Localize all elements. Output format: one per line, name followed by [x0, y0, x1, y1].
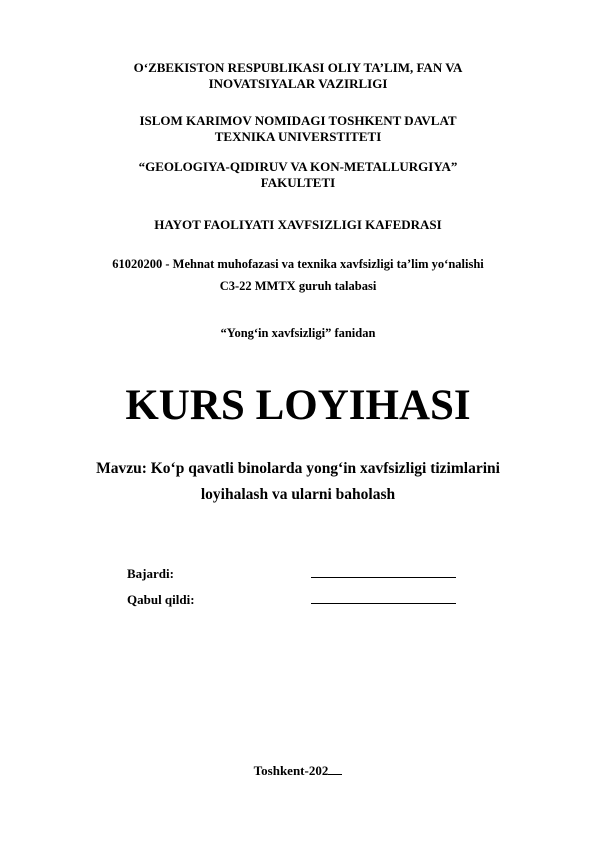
group-name: C3-22 MMTX guruh talabasi	[219, 279, 377, 293]
university-line-1: ISLOM KARIMOV NOMIDAGI TOSHKENT DAVLAT	[139, 113, 457, 128]
document-title-text: KURS LOYIHASI	[125, 382, 471, 429]
faculty-line-2: FAKULTETI	[260, 175, 336, 190]
group-line	[0, 278, 596, 294]
faculty-line-1: “GEOLOGIYA-QIDIRUV VA KON-METALLURGIYA”	[138, 159, 458, 174]
faculty-heading	[0, 159, 596, 191]
accepted-by-signature-line	[311, 603, 456, 604]
ministry-line-2: INOVATSIYALAR VAZIRLIGI	[208, 76, 388, 91]
topic-line-1: Mavzu: Ko‘p qavatli binolarda yong‘in xavfsizligi tizimlarini	[96, 460, 500, 477]
year-blank-line	[328, 762, 342, 775]
topic-block	[0, 456, 596, 508]
program-name: 61020200 - Mehnat muhofazasi va texnika xavfsizligi ta’lim yo‘nalishi	[112, 257, 484, 271]
footer-city-year-text: Toshkent-202	[253, 763, 329, 778]
program-line	[0, 256, 596, 272]
performed-by-label: Bajardi:	[127, 566, 174, 581]
accepted-by-label: Qabul qildi:	[127, 592, 195, 607]
subject-name: “Yong‘in xavfsizligi” fanidan	[220, 326, 376, 340]
footer-city-year	[0, 762, 596, 779]
ministry-line-1: O‘ZBEKISTON RESPUBLIKASI OLIY TA’LIM, FAN VA	[133, 60, 463, 75]
university-line-2: TEXNIKA UNIVERSTITETI	[214, 129, 382, 144]
document-title	[0, 382, 596, 430]
ministry-heading	[0, 60, 596, 92]
topic-line-2: loyihalash va ularni baholash	[200, 486, 396, 503]
department-heading	[0, 217, 596, 233]
university-heading	[0, 113, 596, 145]
performed-by-signature-line	[311, 577, 456, 578]
subject-line	[0, 325, 596, 341]
department-name: HAYOT FAOLIYATI XAVFSIZLIGI KAFEDRASI	[154, 217, 442, 232]
